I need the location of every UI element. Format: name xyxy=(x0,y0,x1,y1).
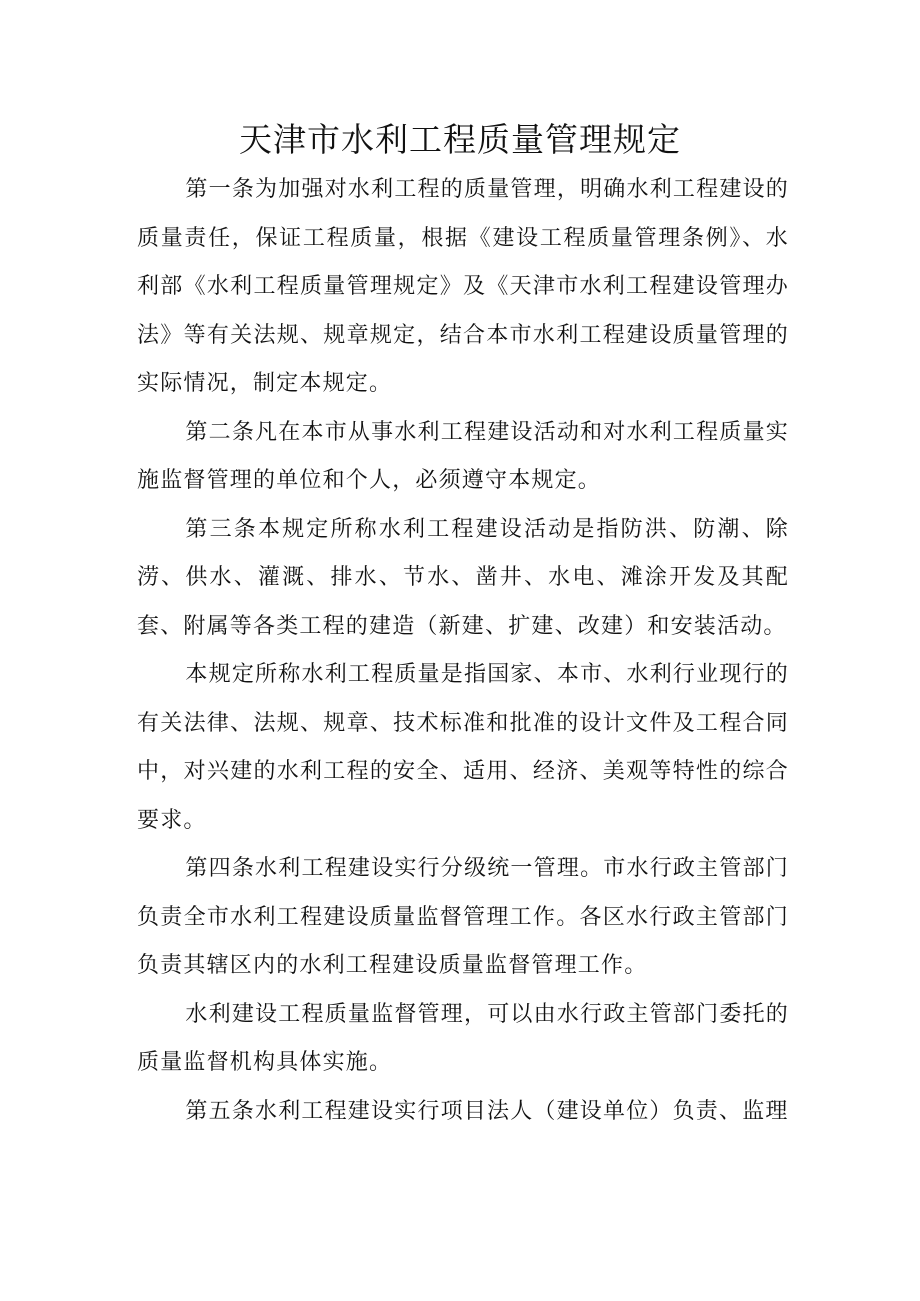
paragraph-article-5: 第五条水利工程建设实行项目法人（建设单位）负责、监理 xyxy=(185,1098,789,1124)
paragraph-article-4-supervision: 水利建设工程质量监督管理，可以由水行政主管部门委托的质量监督机构具体实施。 xyxy=(137,1001,789,1075)
paragraph-article-2: 第二条凡在本市从事水利工程建设活动和对水利工程质量实施监督管理的单位和个人，必须遵守本规定。 xyxy=(137,419,789,493)
paragraph-article-4: 第四条水利工程建设实行分级统一管理。市水行政主管部门负责全市水利工程建设质量监督管理工作。各区水行政主管部门负责其辖区内的水利工程建设质量监督管理工作。 xyxy=(137,856,789,978)
paragraph-article-3: 第三条本规定所称水利工程建设活动是指防洪、防潮、除涝、供水、灌溉、排水、节水、凿井、水电、滩涂开发及其配套、附属等各类工程的建造（新建、扩建、改建）和安装活动。 xyxy=(137,516,789,639)
document-title: 天津市水利工程质量管理规定 xyxy=(239,120,681,159)
paragraph-article-3-quality-definition: 本规定所称水利工程质量是指国家、本市、水利行业现行的有关法律、法规、规章、技术标准和批准的设计文件及工程合同中，对兴建的水利工程的安全、适用、经济、美观等特性的综合要求。 xyxy=(137,662,789,833)
document-body xyxy=(137,166,789,1136)
paragraph-article-1: 第一条为加强对水利工程的质量管理，明确水利工程建设的质量责任，保证工程质量，根据《建设工程质量管理条例》、水利部《水利工程质量管理规定》及《天津市水利工程建设管理办法》等有关法规、规章规定，结合本市水利工程建设质量管理的实际情况，制定本规定。 xyxy=(137,177,789,396)
